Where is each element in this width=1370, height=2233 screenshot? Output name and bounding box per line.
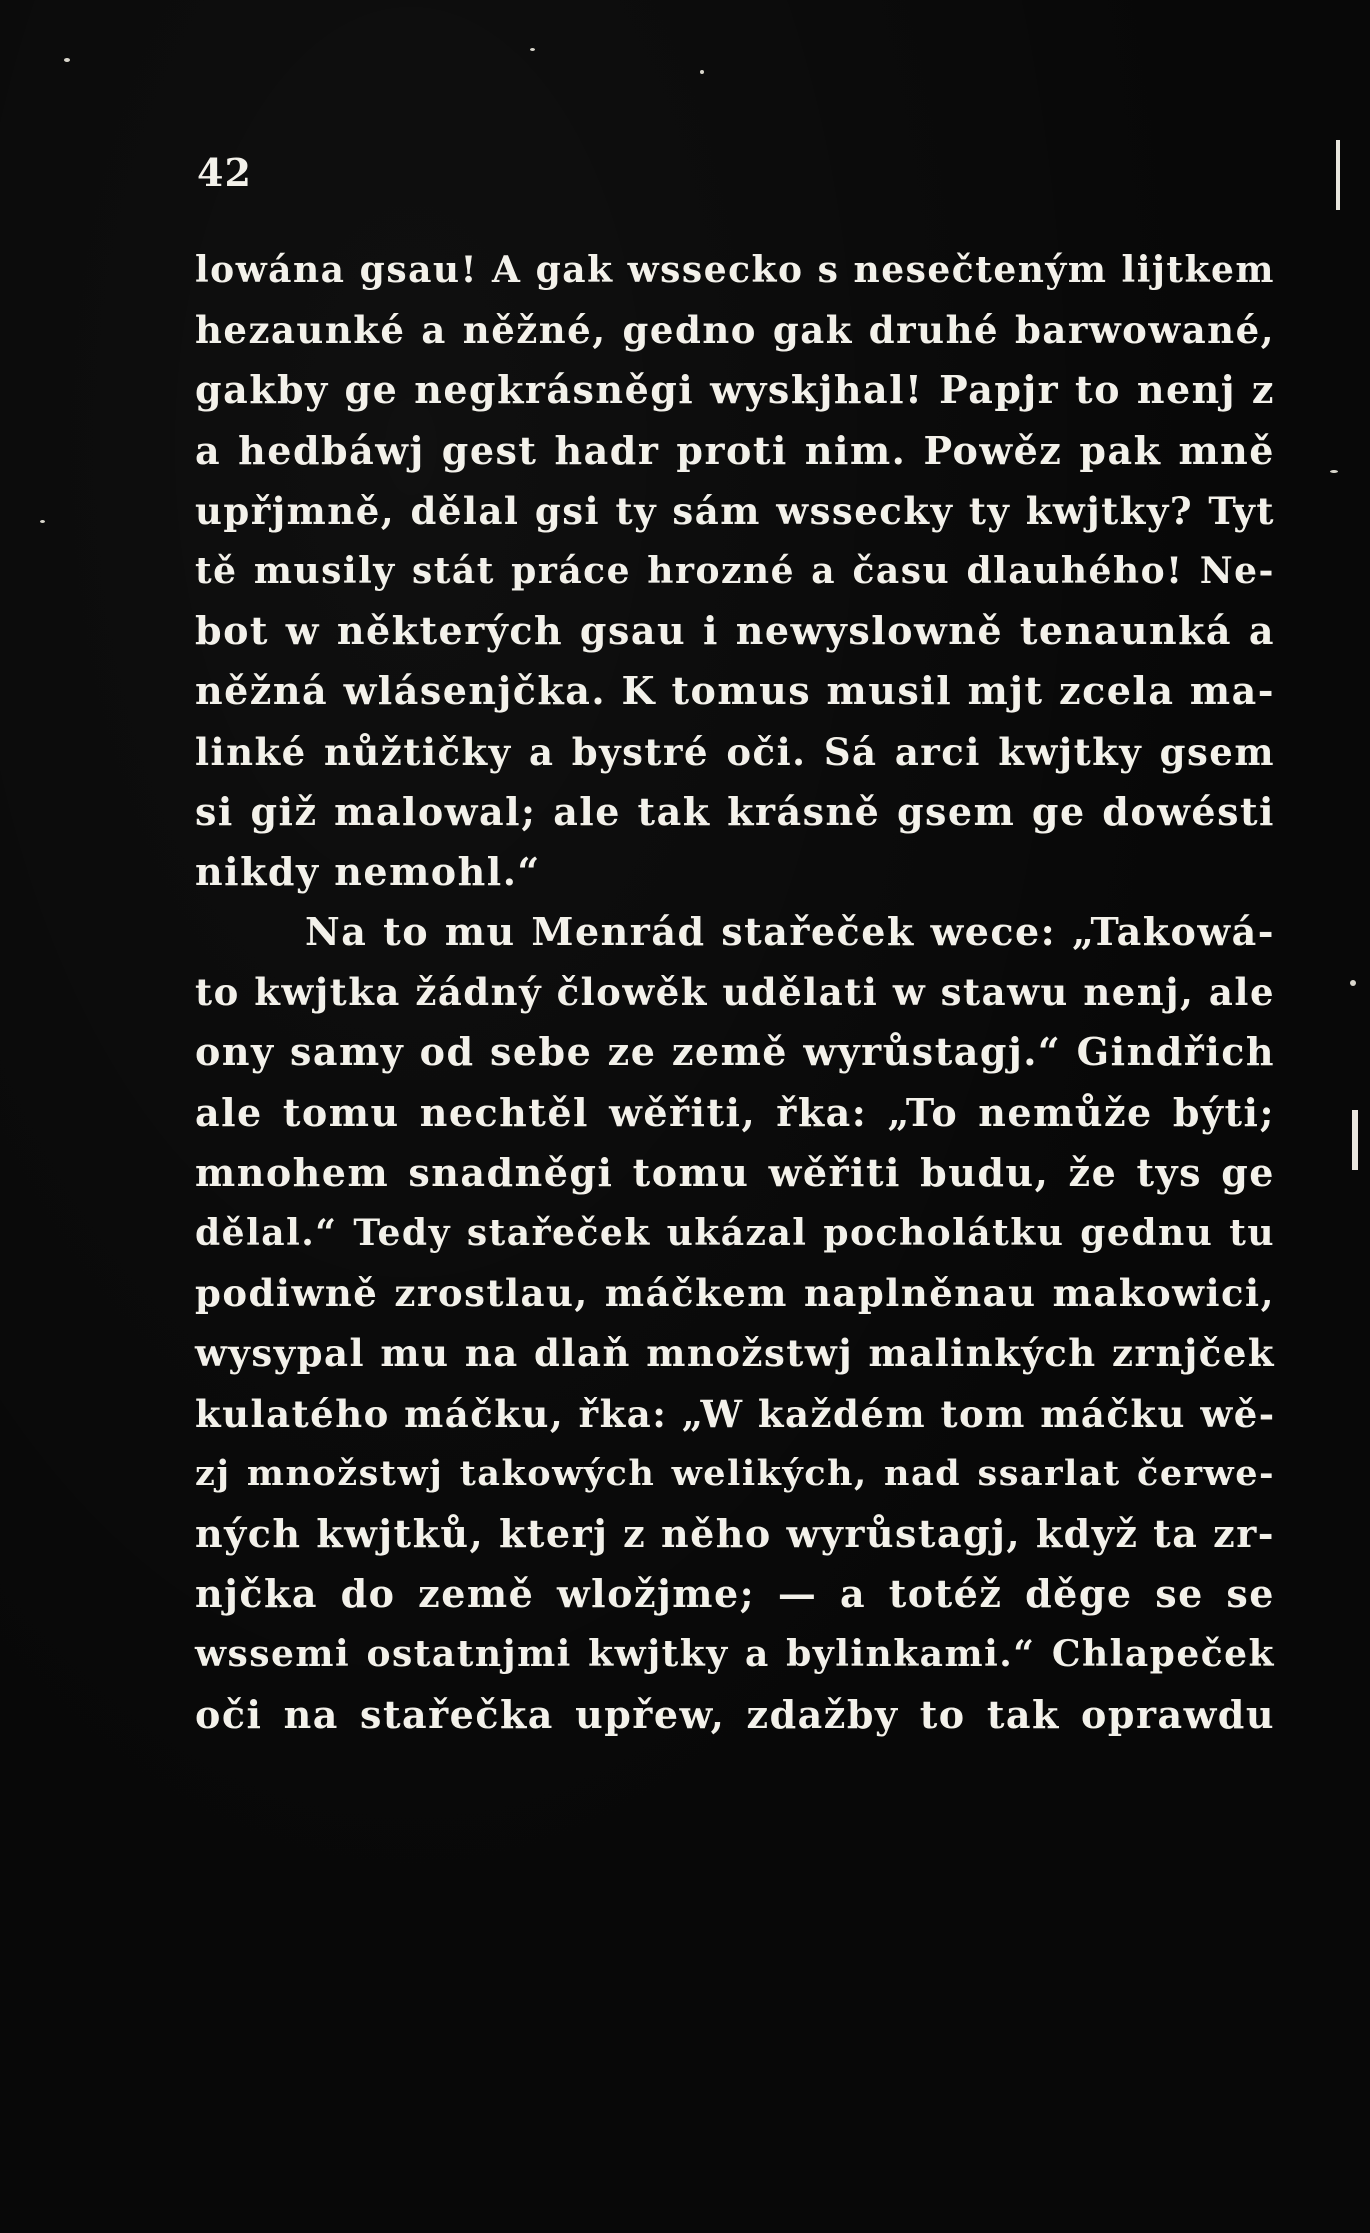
text-line: linké nůžtičky a bystré oči. Sá arci kwjtky gsem bbox=[195, 729, 1275, 774]
text-line: ných kwjtků, kterj z něho wyrůstagj, když ta zr- bbox=[195, 1510, 1275, 1556]
text-line: upřjmně, dělal gsi ty sám wssecky ty kwjtky? Tyt bbox=[195, 488, 1275, 533]
text-line: ale tomu nechtěl wěřiti, řka: „To nemůže býti; bbox=[195, 1089, 1275, 1135]
text-line: tě musily stát práce hrozné a času dlauhého! Ne- bbox=[195, 549, 1275, 592]
text-line: lowána gsau! A gak wssecko s nesečteným lijtkem bbox=[195, 249, 1275, 291]
text-line: njčka do země wložjme; — a totéž děge se se bbox=[195, 1571, 1275, 1617]
text-line: wssemi ostatnjmi kwjtky a bylinkami.“ Chlapeček bbox=[195, 1633, 1275, 1676]
text-line: bot w některých gsau i newyslowně tenaunká a bbox=[195, 608, 1275, 654]
book-page bbox=[135, 120, 1275, 2120]
scan-speck bbox=[64, 58, 70, 62]
paragraph-start-line: Na to mu Menrád stařeček wece: „Takowá- bbox=[305, 909, 1275, 955]
text-line: a hedbáwj gest hadr proti nim. Powěz pak mně bbox=[195, 427, 1275, 473]
page-number: 42 bbox=[197, 150, 252, 195]
text-line: ony samy od sebe ze země wyrůstagj.“ Gindřich bbox=[195, 1029, 1275, 1075]
text-line: něžná wlásenjčka. K tomus musil mjt zcela ma- bbox=[195, 668, 1275, 714]
text-line: si giž malowal; ale tak krásně gsem ge dowésti bbox=[195, 788, 1275, 834]
text-line: dělal.“ Tedy stařeček ukázal pocholátku gednu tu bbox=[195, 1212, 1275, 1254]
scan-speck bbox=[1350, 980, 1356, 986]
scan-edge-mark bbox=[1352, 1110, 1358, 1170]
text-line: zj množstwj takowých welikých, nad ssarlat čerwe- bbox=[195, 1452, 1275, 1494]
text-line: gakby ge negkrásněgi wyskjhal! Papjr to nenj z bbox=[195, 367, 1275, 413]
text-line: nikdy nemohl.“ bbox=[195, 848, 541, 894]
scan-speck bbox=[40, 520, 45, 523]
text-line: wysypal mu na dlaň množstwj malinkých zrnjček bbox=[195, 1331, 1275, 1376]
text-line: mnohem snadněgi tomu wěřiti budu, že tys ge bbox=[195, 1149, 1275, 1195]
text-line: hezaunké a něžné, gedno gak druhé barwowané, bbox=[195, 308, 1275, 353]
scan-speck bbox=[700, 70, 704, 74]
text-line: oči na stařečka upřew, zdažby to tak oprawdu bbox=[195, 1691, 1275, 1737]
body-text bbox=[195, 240, 1275, 1745]
text-line: kulatého máčku, řka: „W každém tom máčku wě- bbox=[195, 1391, 1276, 1436]
scan-edge-mark bbox=[1336, 140, 1340, 210]
text-line: podiwně zrostlau, máčkem naplněnau makowici, bbox=[195, 1271, 1275, 1316]
scan-speck bbox=[530, 48, 535, 51]
scan-speck bbox=[1330, 470, 1338, 473]
text-line: to kwjtka žádný člowěk udělati w stawu nenj, ale bbox=[195, 970, 1275, 1015]
